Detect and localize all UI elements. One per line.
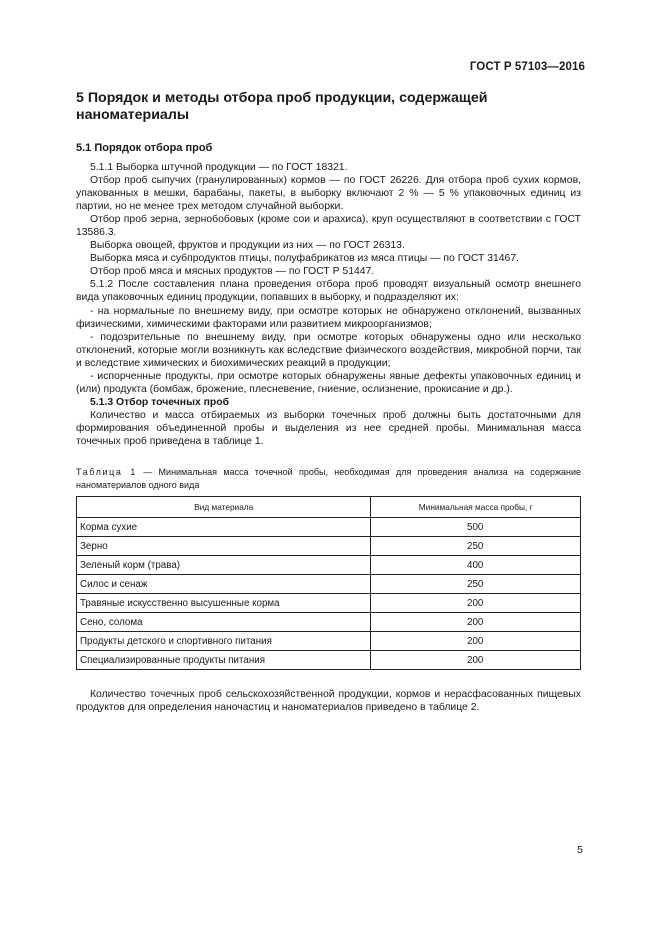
cell-mass: 200	[371, 613, 581, 632]
table-caption-label: Таблица 1	[76, 467, 137, 477]
cell-mass: 200	[371, 594, 581, 613]
column-header-mass: Минимальная масса пробы, г	[371, 497, 581, 518]
cell-mass: 250	[371, 537, 581, 556]
column-header-material: Вид материала	[77, 497, 371, 518]
table-row	[77, 556, 581, 575]
after-table-paragraph: Количество точечных проб сельскохозяйственной продукции, кормов и нерасфасованных пищевых продуктов для определения наночастиц и наноматериалов приведено в таблице 2.	[76, 689, 581, 714]
cell-mass: 200	[371, 651, 581, 670]
list-item: - подозрительные по внешнему виду, при осмотре которых обнаружены одно или несколько отклонений, которые могли возникнуть как вследствие физического воздействия, микробной порчи, так и вследствие химических и биохимических реакций в продукции;	[76, 331, 581, 369]
table-caption-text: — Минимальная масса точечной пробы, необходимая для проведения анализа на содержание наноматериалов одного вида	[76, 467, 581, 490]
cell-mass: 500	[371, 518, 581, 537]
paragraph: Количество и масса отбираемых из выборки точечных проб должны быть достаточными для формирования объединенной пробы и выделения из нее средней пробы. Минимальная масса точечных проб приведена в таблице 1.	[76, 409, 581, 447]
cell-material: Травяные искусственно высушенные корма	[77, 594, 371, 613]
table-header-row	[77, 497, 581, 518]
clause-heading: 5.1.3 Отбор точечных проб	[90, 396, 229, 408]
cell-material: Зерно	[77, 537, 371, 556]
cell-material: Корма сухие	[77, 518, 371, 537]
table-row	[77, 575, 581, 594]
cell-material: Зеленый корм (трава)	[77, 556, 371, 575]
cell-material: Специализированные продукты питания	[77, 651, 371, 670]
cell-material: Силос и сенаж	[77, 575, 371, 594]
table-row	[77, 537, 581, 556]
list-item: - испорченные продукты, при осмотре которых обнаружены явные дефекты упаковочных единиц и (или) продукта (бомбаж, брожение, плесневение, гниение, ослизнение, прокисание и др.).	[76, 370, 581, 395]
mass-table	[76, 496, 581, 670]
section-title: 5 Порядок и методы отбора проб продукции, содержащей наноматериалы	[76, 90, 488, 123]
table-row	[77, 613, 581, 632]
table-caption	[76, 466, 581, 491]
cell-mass: 400	[371, 556, 581, 575]
body-text	[76, 161, 581, 448]
paragraph: Выборка овощей, фруктов и продукции из них — по ГОСТ 26313.	[90, 240, 405, 252]
cell-material: Сено, солома	[77, 613, 371, 632]
page-number: 5	[577, 844, 583, 856]
paragraph: Отбор проб зерна, зернобобовых (кроме сои и арахиса), круп осуществляют в соответствии с ГОСТ 13586.3.	[76, 214, 581, 239]
cell-material: Продукты детского и спортивного питания	[77, 632, 371, 651]
cell-mass: 250	[371, 575, 581, 594]
table-row	[77, 594, 581, 613]
paragraph: Выборка мяса и субпродуктов птицы, полуфабрикатов из мяса птицы — по ГОСТ 31467.	[90, 253, 519, 265]
standard-code: ГОСТ Р 57103—2016	[469, 61, 585, 73]
paragraph: 5.1.2 После составления плана проведения отбора проб проводят визуальный осмотр внешнего вида упаковочных единиц продукции, попавших в выборку, и подразделяют их:	[76, 279, 581, 304]
table-row	[77, 632, 581, 651]
subsection-title: 5.1 Порядок отбора проб	[76, 142, 213, 154]
table-row	[77, 518, 581, 537]
cell-mass: 200	[371, 632, 581, 651]
paragraph: 5.1.1 Выборка штучной продукции — по ГОСТ 18321.	[90, 162, 348, 173]
list-item: - на нормальные по внешнему виду, при осмотре которых не обнаружено отклонений, вызванных физическими, химическими факторами или развитием микроорганизмов;	[76, 305, 581, 330]
paragraph: Отбор проб мяса и мясных продуктов — по ГОСТ Р 51447.	[90, 266, 375, 278]
table-row	[77, 651, 581, 670]
paragraph: Отбор проб сыпучих (гранулированных) кормов — по ГОСТ 26226. Для отбора проб сухих кормов, упакованных в мешки, барабаны, пакеты, в выборку включают 2 % — 5 % упаковочных единиц из партии, но не менее трех методом случайной выборки.	[76, 175, 581, 213]
